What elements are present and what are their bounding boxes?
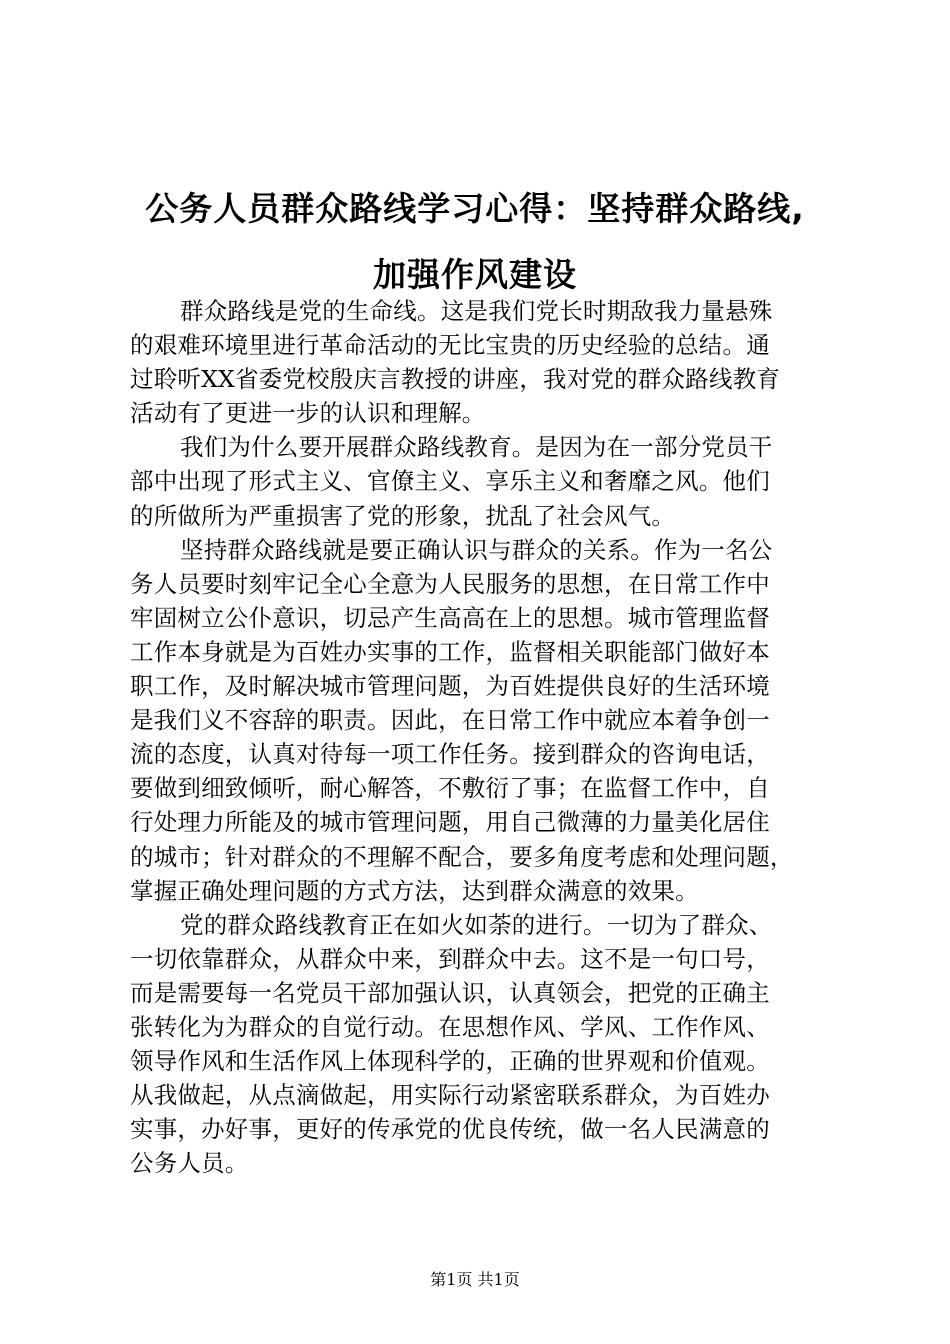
paragraph-line: 活动有了更进一步的认识和理解。 xyxy=(130,399,486,428)
paragraph-line: 从我做起，从点滴做起，用实际行动紧密联系群众，为百姓办 xyxy=(130,1081,770,1110)
paragraph-line: 的所做所为严重损害了党的形象，扰乱了社会风气。 xyxy=(130,501,676,530)
document-title xyxy=(100,176,850,308)
paragraph-line: 党的群众路线教育正在如火如荼的进行。一切为了群众、 xyxy=(180,910,773,939)
paragraph-line: 流的态度，认真对待每一项工作任务。接到群众的咨询电话， xyxy=(130,740,770,769)
page-footer: 第1页 共1页 xyxy=(430,1270,520,1289)
document-body xyxy=(130,294,842,1180)
paragraph-line: 实事，办好事，更好的传承党的优良传统，做一名人民满意的 xyxy=(130,1115,770,1144)
paragraph-3 xyxy=(130,533,842,908)
paragraph-line: 行处理力所能及的城市管理问题，用自己微薄的力量美化居住 xyxy=(130,808,770,837)
paragraph-line: 而是需要每一名党员干部加强认识，认真领会，把党的正确主 xyxy=(130,978,770,1007)
paragraph-line: 我们为什么要开展群众路线教育。是因为在一部分党员干 xyxy=(180,433,773,462)
paragraph-line: 是我们义不容辞的职责。因此，在日常工作中就应本着争创一 xyxy=(130,706,770,735)
paragraph-line: 群众路线是党的生命线。这是我们党长时期敌我力量悬殊 xyxy=(180,297,773,325)
paragraph-line: 职工作，及时解决城市管理问题，为百姓提供良好的生活环境 xyxy=(130,672,770,701)
paragraph-line: 的艰难环境里进行革命活动的无比宝贵的历史经验的总结。通 xyxy=(130,331,770,360)
paragraph-line: 公务人员。 xyxy=(130,1149,249,1178)
paragraph-line: 要做到细致倾听，耐心解答，不敷衍了事；在监督工作中，自 xyxy=(130,774,770,803)
paragraph-line: 掌握正确处理问题的方式方法，达到群众满意的效果。 xyxy=(130,876,699,905)
paragraph-line: 务人员要时刻牢记全心全意为人民服务的思想，在日常工作中 xyxy=(130,569,770,598)
paragraph-4 xyxy=(130,908,842,1181)
paragraph-1 xyxy=(130,294,842,430)
paragraph-line: 张转化为为群众的自觉行动。在思想作风、学风、工作作风、 xyxy=(130,1012,770,1041)
paragraph-line: 坚持群众路线就是要正确认识与群众的关系。作为一名公 xyxy=(180,535,773,564)
paragraph-line: 的城市；针对群众的不理解不配合，要多角度考虑和处理问题， xyxy=(130,842,794,871)
paragraph-line: 部中出现了形式主义、官僚主义、享乐主义和奢靡之风。他们 xyxy=(130,467,770,496)
paragraph-line: 工作本身就是为百姓办实事的工作，监督相关职能部门做好本 xyxy=(130,637,770,666)
title-line-1: 公务人员群众路线学习心得：坚持群众路线, xyxy=(145,189,805,228)
paragraph-2 xyxy=(130,430,842,532)
paragraph-line: 过聆听XX省委党校殷庆言教授的讲座，我对党的群众路线教育 xyxy=(130,365,781,394)
paragraph-line: 牢固树立公仆意识，切忌产生高高在上的思想。城市管理监督 xyxy=(130,603,770,632)
paragraph-line: 领导作风和生活作风上体现科学的，正确的世界观和价值观。 xyxy=(130,1047,770,1076)
title-line-2: 加强作风建设 xyxy=(373,255,577,294)
paragraph-line: 一切依靠群众，从群众中来，到群众中去。这不是一句口号， xyxy=(130,944,770,973)
